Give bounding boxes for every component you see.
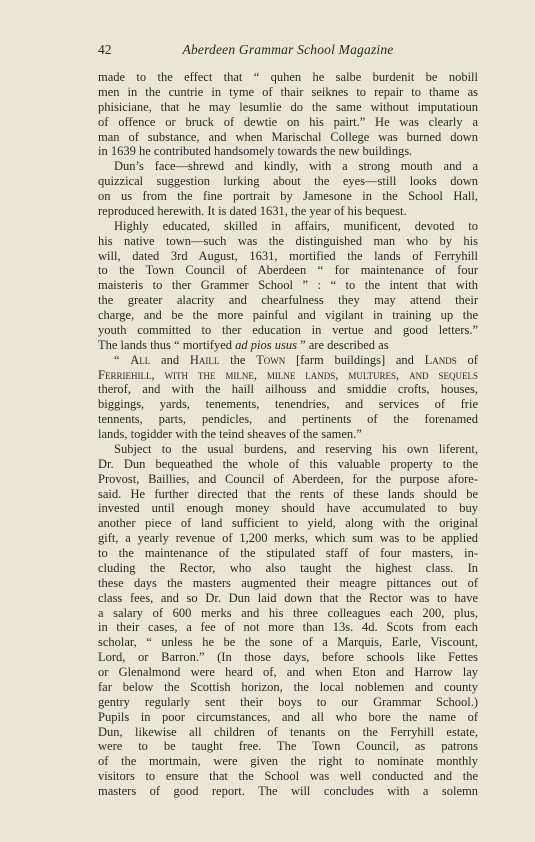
text-line: or Glenalmond were heard of, and when Eton and Harrow lay — [98, 665, 478, 679]
text-line: these days the masters augmented their meagre pittances out of — [98, 575, 478, 590]
small-caps-word: Haill — [189, 352, 220, 367]
text-line: therof, and with the haill ailhouss and smiddie crofts, houses, — [98, 382, 478, 397]
text-segment: the — [219, 352, 257, 367]
text-line: invested until enough money should have accumulated to buy — [98, 501, 478, 516]
text-line: youth committed to ther education in vertue and good letters.” — [98, 322, 478, 337]
text-line: of the mortmain, were given the right to nominate monthly — [98, 754, 478, 769]
text-line: maisteris to ther Grammer School ” : “ to the intent that with — [98, 278, 478, 293]
text-line: Dun’s face—shrewd and kindly, with a strong mouth and a — [114, 159, 478, 174]
text-line: Ferriehill, with the milne, milne lands, multures, and sequels — [98, 367, 478, 382]
text-segment: ” are described as — [296, 337, 389, 352]
text-line: scholar, “ unless he be the sone of a Marquis, Earle, Viscount, — [98, 635, 478, 650]
text-line: to the maintenance of the stipulated staff of four masters, in- — [98, 546, 478, 560]
small-caps-word: Lands — [424, 352, 457, 367]
text-line: Lord, or Barron.” (In those days, before schools like Fettes — [98, 650, 478, 665]
text-line: made to the effect that “ quhen he salbe burdenit be nobill — [98, 70, 478, 84]
latin-phrase: ad pios usus — [235, 337, 297, 352]
text-segment: “ — [114, 352, 131, 367]
text-line: in their cases, a fee of not more than 13s. 4d. Scots from each — [98, 620, 478, 635]
text-line: quizzical suggestion lurking about the eyes—still looks down — [98, 174, 478, 189]
page-number: 42 — [98, 42, 112, 57]
text-line: cluding the Rector, who also taught the highest class. In — [98, 560, 478, 575]
text-segment: and — [150, 352, 190, 367]
text-line: Dun, likewise all children of tenants on the Ferryhill estate, — [98, 724, 478, 739]
text-line — [98, 338, 478, 353]
text-line: Provost, Baillies, and Council of Aberdeen, for the purpose afore- — [98, 471, 478, 486]
text-line: charge, and be the more painful and vigilant in training up the — [98, 308, 478, 322]
text-line — [98, 353, 478, 368]
text-line: visitors to ensure that the School was well conducted and the — [98, 769, 478, 784]
text-line: Dr. Dun bequeathed the whole of this valuable property to the — [98, 456, 478, 471]
page-header — [98, 42, 478, 58]
text-line: class fees, and so Dr. Dun laid down that the Rector was to have — [98, 590, 478, 605]
text-line: masters of good report. The will concludes with a solemn — [98, 784, 478, 798]
text-line: his native town—such was the distinguished man who by his — [98, 233, 478, 248]
text-line: in 1639 he contributed handsomely towards the new buildings. — [98, 144, 413, 159]
text-line: Highly educated, skilled in affairs, munificent, devoted to — [114, 218, 478, 233]
text-line: will, dated 3rd August, 1631, mortified the lands of Ferryhill — [98, 248, 478, 263]
text-line: another piece of land sufficient to yield, along with the original — [98, 516, 478, 531]
text-line: said. He further directed that the rents of these lands should be — [98, 486, 478, 501]
text-line: Pupils in poor circumstances, and all who bore the name of — [98, 709, 478, 724]
text-segment: The lands thus “ mortifyed — [98, 337, 236, 352]
text-line: to the Town Council of Aberdeen “ for maintenance of four — [98, 263, 478, 278]
text-line: the greater alacrity and chearfulness they may attend their — [98, 293, 478, 308]
text-line: Subject to the usual burdens, and reserving his own liferent, — [114, 441, 478, 456]
text-segment: of — [456, 352, 478, 367]
text-line: man of substance, and when Marischal College was burned down — [98, 129, 478, 144]
text-line: far below the Scottish horizon, the local noblemen and county — [98, 679, 478, 694]
text-line: lands, togidder with the teind sheaves of the samen.” — [98, 427, 362, 441]
text-line: gentry regularly sent their boys to our Grammar School.) — [98, 694, 478, 709]
text-line: were to be taught free. The Town Council, as patrons — [98, 739, 478, 754]
small-caps-word: All — [130, 352, 151, 367]
running-head: Aberdeen Grammar School Magazine — [182, 42, 394, 57]
text-line: biggings, yards, tenements, tenendries, and services of frie — [98, 397, 478, 412]
text-segment: [farm buildings] and — [285, 352, 425, 367]
text-line: gift, a yearly revenue of 1,200 merks, which sum was to be applied — [98, 531, 478, 546]
text-line: phisiciane, that he may lesumlie do the same without imputatioun — [98, 99, 478, 114]
text-line: tennents, parts, pendicles, and pertinents of the forenamed — [98, 412, 478, 427]
body-text — [98, 70, 478, 799]
text-line: a salary of 600 merks and his three colleagues each 200, plus, — [98, 605, 478, 620]
small-caps-word: Town — [256, 352, 286, 367]
text-line: reproduced herewith. It is dated 1631, the year of his bequest. — [98, 203, 407, 218]
text-line: men in the cuntrie in tyme of thair seiknes to repair to thame as — [98, 84, 478, 99]
text-line: of offence or bruck of dewtie on his pairt.” He was clearly a — [98, 114, 478, 129]
text-line: on us from the fine portrait by Jamesone in the School Hall, — [98, 189, 478, 203]
